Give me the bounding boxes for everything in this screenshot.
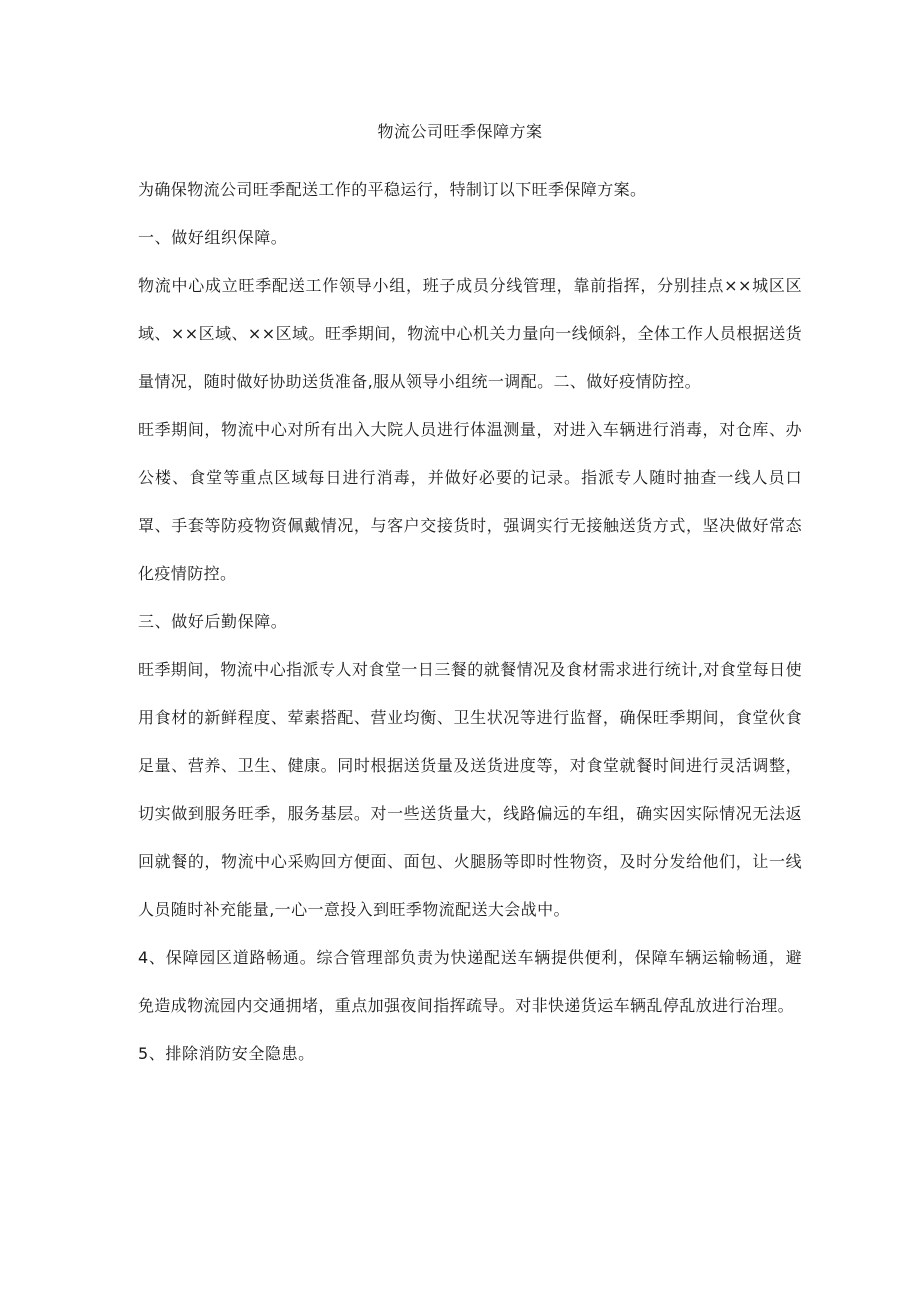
document-title: 物流公司旺季保障方案 [377,122,543,141]
section-heading-logistics: 三、做好后勤保障。 [138,612,288,631]
section-heading-fire-safety: 5、排除消防安全隐患。 [138,1044,315,1063]
paragraph-organization: 物流中心成立旺季配送工作领导小组，班子成员分线管理，靠前指挥，分别挂点××城区区域、××区域、××区域。旺季期间，物流中心机关力量向一线倾斜，全体工作人员根据送货量情况，随时做好协助送货准备,服从领导小组统一调配。二、做好疫情防控。 [138,276,802,391]
section-heading-organization: 一、做好组织保障。 [138,228,288,247]
document-body [138,166,802,1078]
paragraph-logistics: 旺季期间，物流中心指派专人对食堂一日三餐的就餐情况及食材需求进行统计,对食堂每日使用食材的新鲜程度、荤素搭配、营业均衡、卫生状况等进行监督，确保旺季期间，食堂伙食足量、营养、卫生、健康。同时根据送货量及送货进度等，对食堂就餐时间进行灵活调整，切实做到服务旺季，服务基层。对一些送货量大，线路偏远的车组，确实因实际情况无法返回就餐的，物流中心采购回方便面、面包、火腿肠等即时性物资，及时分发给他们，让一线人员随时补充能量,一心一意投入到旺季物流配送大会战中。 [138,660,802,919]
paragraph-road-access: 4、保障园区道路畅通。综合管理部负责为快递配送车辆提供便利，保障车辆运输畅通，避免造成物流园内交通拥堵，重点加强夜间指挥疏导。对非快递货运车辆乱停乱放进行治理。 [138,948,802,1015]
paragraph-epidemic-control: 旺季期间，物流中心对所有出入大院人员进行体温测量，对进入车辆进行消毒，对仓库、办公楼、食堂等重点区域每日进行消毒，并做好必要的记录。指派专人随时抽查一线人员口罩、手套等防疫物资佩戴情况，与客户交接货时，强调实行无接触送货方式，坚决做好常态化疫情防控。 [138,420,802,583]
intro-paragraph: 为确保物流公司旺季配送工作的平稳运行，特制订以下旺季保障方案。 [138,180,647,199]
